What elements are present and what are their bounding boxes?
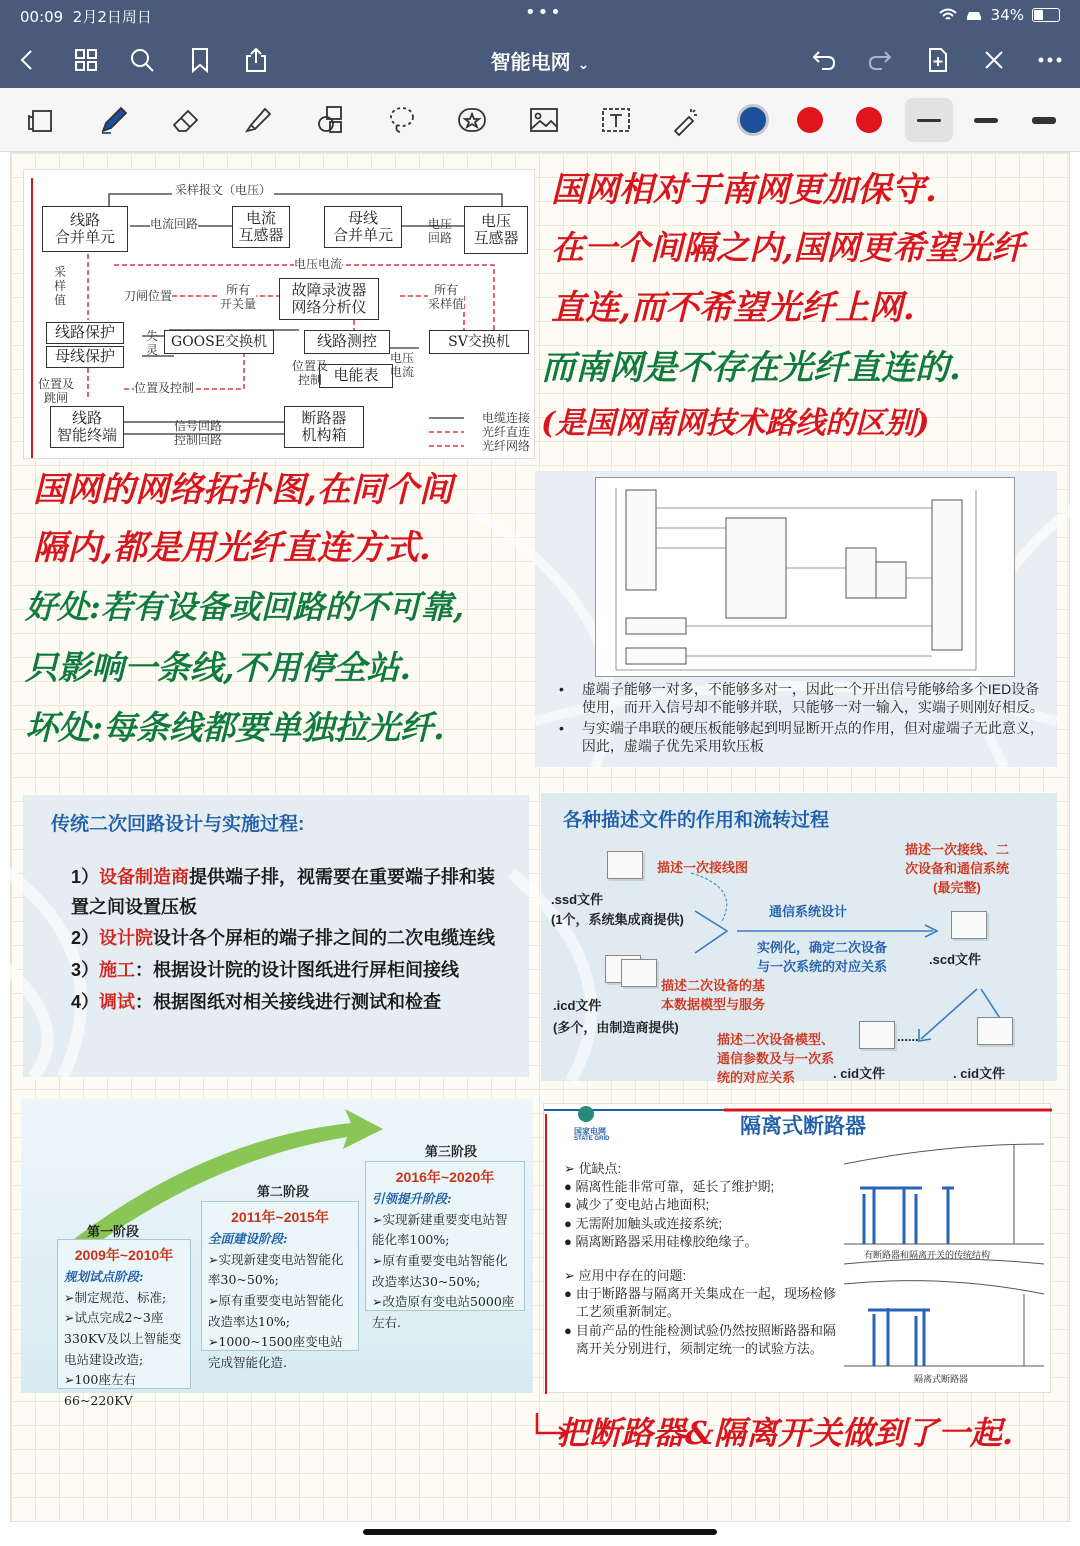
cid-file-icon-2 (977, 1017, 1013, 1045)
back-icon[interactable] (8, 40, 48, 80)
comm-design: 通信系统设计 (769, 904, 848, 919)
stroke-medium[interactable] (964, 98, 1008, 142)
status-time: 00:09 2月2日周日 (20, 8, 152, 26)
document-title[interactable]: 智能电网 ⌄ (490, 50, 590, 74)
network-topology-diagram (23, 169, 535, 459)
cid-ellipsis: ...... (897, 1029, 919, 1044)
more-icon[interactable] (1030, 40, 1070, 80)
pen-icon[interactable] (92, 98, 136, 142)
stage3-line: ➢改造原有变电站5000座左右. (372, 1294, 515, 1330)
state-grid-logo-cn: 国家电网 (574, 1127, 606, 1136)
search-icon[interactable] (122, 40, 162, 80)
page-layout-icon[interactable] (20, 98, 64, 142)
note-difference: (是国网南网技术路线的区别) (541, 406, 930, 441)
breaker-caption-1: 有断路器和隔离开关的传统结构 (864, 1250, 991, 1260)
voltage-transformer: 电压 互感器 (464, 206, 528, 254)
wifi-icon (939, 8, 957, 22)
color-selected-blue[interactable] (731, 98, 775, 142)
prob-header: ➢ 应用中存在的问题: (564, 1267, 687, 1283)
stage1-line: ➢试点完成2~3座330KV及以上智能变电站建设改造; (64, 1310, 182, 1367)
undo-icon[interactable] (804, 40, 844, 80)
stage1-years: 2009年~2010年 (74, 1247, 174, 1263)
label-voltage-loop: 电压 回路 (428, 217, 453, 245)
bullet-item: • 与实端子串联的硬压板能够起到明显断开点的作用，但对虚端子无此意义，因此，虚端子优先采用软压板 (559, 720, 1044, 754)
label-voltage-current-2: 电压 电流 (390, 351, 415, 379)
navigation-bar (0, 32, 1080, 88)
adv-item: ● 无需附加触头或连接系统; (564, 1215, 723, 1231)
adv-item: ● 隔离断路器采用硅橡胶绝缘子。 (564, 1233, 758, 1249)
cid-file-label-1: . cid文件 (833, 1066, 886, 1081)
stage3-sub: 引领提升阶段: (372, 1191, 452, 1207)
schematic-drawing (596, 478, 1016, 678)
bullet-item: • 虚端子能够一对多，不能够多对一，因此一个开出信号能够给多个IED设备使用，而开入信号却不能够并联，只能够一对一输入，实端子则刚好相反。 (559, 681, 1044, 715)
note-direct-fiber: 直连,而不希望光纤上网. (551, 288, 915, 328)
adv-item: ● 隔离性能非常可靠，延长了维护期; (564, 1179, 775, 1195)
label-knife-position: 刀闸位置 (124, 289, 173, 303)
virtual-terminal-slide (535, 471, 1057, 767)
icd-file-note: (多个，由制造商提供) (553, 1020, 679, 1035)
legend-fiber-network: 光纤网络 (482, 439, 531, 453)
status-bar (0, 0, 1080, 32)
grid-view-icon[interactable] (66, 40, 106, 80)
breaker-mechanism-box: 断路器 机构箱 (284, 406, 364, 448)
line-protection: 线路保护 (46, 322, 124, 344)
stage3-years: 2016年~2020年 (395, 1169, 495, 1185)
cid-file-icon-1 (859, 1021, 895, 1049)
desc-full: 描述一次接线、二 次设备和通信系统 (最完整) (905, 842, 1010, 895)
bus-merge-unit: 母线 合并单元 (324, 206, 402, 248)
desc-model: 描述二次设备模型、 通信参数及与一次系 统的对应关系 (717, 1032, 835, 1085)
step-1: 1）设备制造商提供端子排，视需要在重要端子排和装置之间设置压板 (71, 867, 496, 917)
development-stages-slide (21, 1099, 533, 1408)
stage1-line: ➢制定规范、标准; (64, 1289, 167, 1305)
line-merge-unit: 线路 合并单元 (42, 206, 128, 252)
label-all-sample: 所有 采样值 (428, 283, 465, 311)
current-transformer: 电流 互感器 (232, 206, 290, 248)
virtual-terminal-bullets (559, 681, 1045, 755)
ssd-file-note: (1个，系统集成商提供) (551, 912, 684, 927)
stage3-box (365, 1161, 525, 1330)
line-smart-terminal: 线路 智能终端 (50, 406, 124, 448)
stage3-line: ➢原有重要变电站智能化改造率达30~50%; (372, 1252, 508, 1289)
note-state-grid-conservative: 国网相对于南网更加保守. (551, 170, 937, 210)
stage2-line: ➢实现新建变电站智能化率30~50%; (208, 1251, 344, 1288)
stage2-line: ➢原有重要变电站智能化改造率达10%; (208, 1292, 344, 1329)
legend-cable: 电缆连接 (482, 411, 531, 425)
note-disadvantage: 坏处:每条线都要单独拉光纤. (25, 708, 445, 747)
scd-file-label: .scd文件 (929, 952, 982, 967)
state-grid-logo-en: STATE GRID (574, 1136, 610, 1142)
ssd-file-icon (607, 851, 643, 879)
stage1-line: ➢100座左右66~220KV (64, 1372, 136, 1408)
car-icon (965, 8, 983, 22)
traditional-steps (71, 863, 511, 1017)
sv-switch: SV交换机 (429, 330, 529, 354)
shapes-icon[interactable] (308, 98, 352, 142)
laser-pointer-icon[interactable] (664, 98, 708, 142)
note-advantage: 好处:若有设备或回路的不可靠, (25, 588, 464, 626)
stage1-box (57, 1239, 191, 1408)
label-position-trip: 位置及 跳闸 (38, 377, 75, 405)
sample-message-label: 采样报文（电压） (172, 184, 274, 198)
stage3-line: ➢实现新建重要变电站智能化率100%; (372, 1211, 508, 1248)
prob-item: ● 由于断路器与隔离开关集成在一起，现场检修工艺须重新制定。 (564, 1286, 836, 1320)
adv-item: ● 减少了变电站占地面积; (564, 1197, 710, 1213)
bus-protection: 母线保护 (46, 346, 124, 368)
eraser-icon[interactable] (164, 98, 208, 142)
cid-file-label-2: . cid文件 (953, 1066, 1006, 1081)
label-position-control: 位置及 控制 (292, 359, 329, 387)
adv-header: ➢ 优缺点: (564, 1161, 622, 1176)
note-canvas[interactable] (0, 152, 1080, 1546)
label-voltage-current: 电压电流 (294, 257, 343, 271)
desc-secondary: 描述二次设备的基 本数据模型与服务 (661, 978, 766, 1012)
breaker-advantages (564, 1160, 844, 1358)
line-measure-control: 线路测控 (304, 330, 390, 354)
highlighter-icon[interactable] (236, 98, 280, 142)
stroke-thick[interactable] (1022, 98, 1066, 142)
stage2-header: 第二阶段 (257, 1184, 310, 1199)
instantiate-note: 实例化，确定二次设备 与一次系统的对应关系 (757, 940, 888, 974)
stroke-thin[interactable] (905, 98, 953, 142)
lasso-icon[interactable] (380, 98, 424, 142)
note-topology-fiber: 国网的网络拓扑图,在同个间 (33, 470, 453, 510)
energy-meter: 电能表 (319, 364, 393, 388)
redo-icon[interactable] (860, 40, 900, 80)
isolating-breaker-slide (543, 1103, 1051, 1393)
stage2-box (201, 1201, 359, 1370)
note-page[interactable] (10, 152, 1070, 1522)
note-single-line: 只影响一条线,不用停全站. (25, 648, 411, 687)
note-same-bay: 隔内,都是用光纤直连方式. (33, 528, 431, 568)
label-position-control-2: 位置及控制 (134, 381, 195, 395)
step-3: 3）施工：根据设计院的设计图纸进行屏柜间接线 (71, 960, 460, 981)
add-page-icon[interactable] (918, 40, 958, 80)
goose-switch: GOOSE交换机 (164, 330, 274, 354)
multitask-dots[interactable]: ••• (525, 2, 563, 23)
description-files-slide (541, 793, 1057, 1085)
home-indicator[interactable] (363, 1529, 717, 1535)
drawing-toolbar (0, 88, 1080, 152)
color-red-2[interactable] (847, 98, 891, 142)
traditional-circuit-slide (23, 795, 529, 1077)
color-red-1[interactable] (788, 98, 832, 142)
traditional-title: 传统二次回路设计与实施过程: (51, 814, 305, 835)
ssd-file-label: .ssd文件 (551, 892, 604, 907)
label-signal-control: 信号回路 控制回路 (174, 419, 223, 447)
image-icon[interactable] (522, 98, 566, 142)
battery-percent: 34% (990, 6, 1024, 24)
note-fiber-preference: 在一个间隔之内,国网更希望光纤 (551, 228, 1025, 267)
fault-recorder: 故障录波器 网络分析仪 (279, 278, 379, 320)
stage2-line: ➢1000~1500座变电站完成智能化造. (208, 1334, 343, 1370)
stage1-header: 第一阶段 (87, 1224, 140, 1239)
label-sample-value: 采 样 值 (54, 265, 67, 307)
flow-title: 各种描述文件的作用和流转过程 (563, 810, 830, 831)
legend-fiber-direct: 光纤直连 (482, 425, 531, 439)
bookmark-icon[interactable] (180, 40, 220, 80)
virtual-terminal-schematic (595, 477, 1015, 677)
stage1-sub: 规划试点阶段: (64, 1269, 144, 1285)
label-failure: 失 灵 (146, 329, 159, 357)
stage2-years: 2011年~2015年 (231, 1209, 329, 1225)
prob-item: ● 目前产品的性能检测试验仍然按照断路器和隔离开关分别进行，须制定统一的试验方法。 (564, 1322, 836, 1356)
step-2: 2）设计院设计各个屏柜的端子排之间的二次电缆连线 (71, 928, 496, 949)
stage3-header: 第三阶段 (425, 1144, 478, 1159)
label-all-switch: 所有 开关量 (220, 283, 257, 311)
breaker-caption-2: 隔离式断路器 (914, 1374, 969, 1384)
close-toolbar-icon[interactable] (974, 40, 1014, 80)
text-tool-icon[interactable] (594, 98, 638, 142)
scd-file-icon (951, 911, 987, 939)
label-current-loop: 电流回路 (150, 217, 199, 231)
breaker-title: 隔离式断路器 (740, 1115, 866, 1138)
sticker-icon[interactable] (450, 98, 494, 142)
desc-primary: 描述一次接线图 (657, 860, 749, 875)
share-icon[interactable] (236, 40, 276, 80)
note-integrated-breaker: 把断路器&隔离开关做到了一起. (557, 1414, 1014, 1452)
note-southern-grid: 而南网是不存在光纤直连的. (541, 348, 961, 388)
step-4: 4）调试：根据图纸对相关接线进行测试和检查 (71, 991, 442, 1012)
stage2-sub: 全面建设阶段: (208, 1231, 288, 1247)
icd-file-icon-2 (621, 959, 657, 987)
icd-file-label: .icd文件 (553, 998, 602, 1013)
battery-icon (1032, 8, 1060, 22)
